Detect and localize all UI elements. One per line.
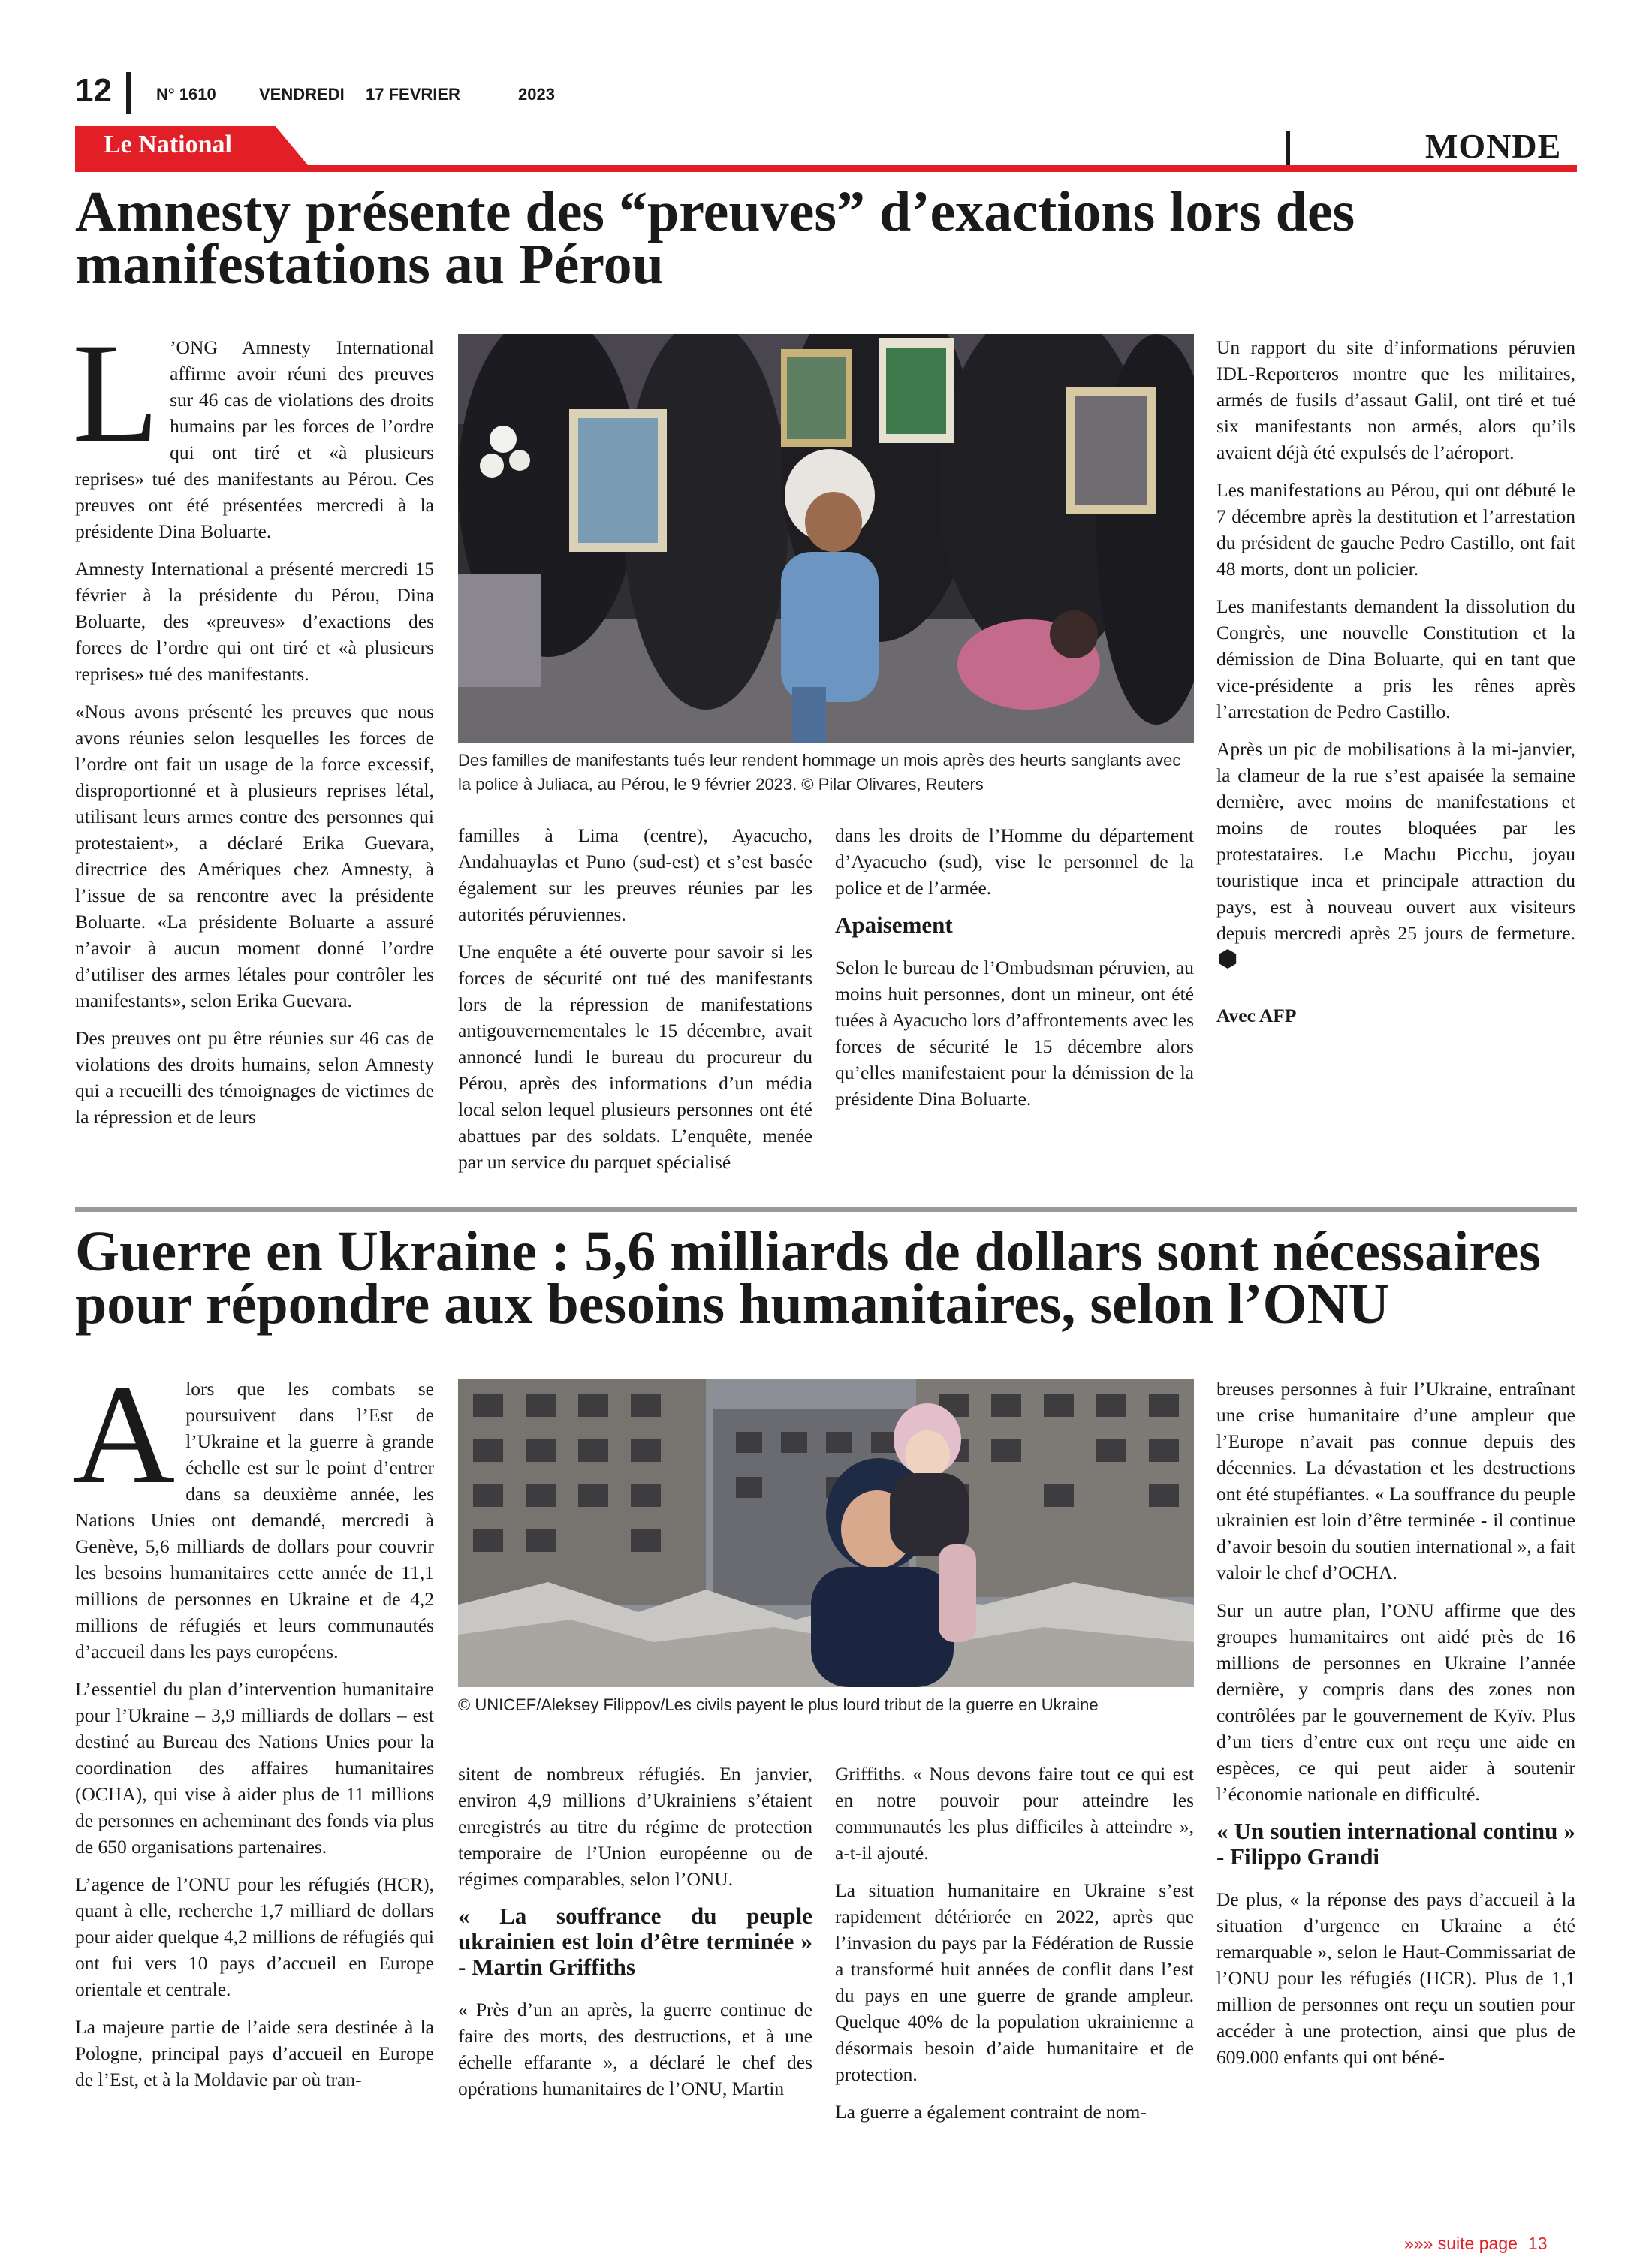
brand-name: Le National: [104, 131, 232, 158]
article2-paragraph: L’agence de l’ONU pour les réfugiés (HCR), quant à elle, recherche 1,7 milliard de dollars pour aider quelque 4,2 millions de réfugiés qui ont fui vers 10 pays d’accueil en Europe orientale et centrale.: [75, 1873, 434, 2000]
article1-paragraph: familles à Lima (centre), Ayacucho, Andahuaylas et Puno (sud-est) et s’est basée également sur les preuves réunies par les autorités péruviennes.: [458, 824, 812, 925]
article2-paragraph: sitent de nombreux réfugiés. En janvier, environ 4,9 millions d’Ukrainiens s’étaient enregistrés au titre du régime de protection temporaire de l’Union européenne ou de régimes comparables, selon l’ONU.: [458, 1763, 812, 1890]
article1-column-3: [835, 822, 1194, 1123]
article1-subhead: Apaisement: [835, 912, 953, 938]
article1-paragraph: Selon le bureau de l’Ombudsman péruvien, au moins huit personnes, dont un mineur, ont été tuées à Ayacucho lors d’affrontements avec les forces de sécurité le 15 décembre alors qu’elles manifestaient pour la démission de la présidente Dina Boluarte.: [835, 957, 1194, 1110]
section-title: MONDE: [1425, 127, 1562, 165]
issue-year: 2023: [518, 85, 555, 104]
article2-paragraph: « Près d’un an après, la guerre continue de faire des morts, des destructions, et à une échelle effarante », a déclaré le chef des opérations humanitaires de l’ONU, Martin: [458, 1999, 812, 2099]
article1-column-1: [72, 315, 434, 1141]
article2-paragraph: La majeure partie de l’aide sera destinée à la Pologne, principal pays d’accueil en Europe de l’Est, et à la Moldavie par où tran-: [75, 2016, 434, 2090]
page-number: 12: [75, 72, 112, 109]
article2-paragraph: breuses personnes à fuir l’Ukraine, entraînant une crise humanitaire d’une ampleur que l’Europe n’avait pas connue depuis des décennies. La dévastation et les destructions ont été stupéfiantes. « La souffrance du peuple ukrainien est loin d’être terminée - il continue d’avoir besoin du soutien international », a fait valoir le chef d’OCHA.: [1216, 1378, 1575, 1584]
article2-subhead-griffiths: « La souffrance du peuple ukrainien est loin d’être terminée » - Martin Griffiths: [458, 1903, 812, 1980]
article2-paragraph: L’essentiel du plan d’intervention humanitaire pour l’Ukraine – 3,9 milliards de dollars – est destiné au Bureau des Nations Unies pour la coordination des affaires humanitaires (OCHA), qui vise à aider plus de 11 millions de personnes en acheminant des fonds via plus de 650 organisations partenaires.: [75, 1678, 434, 1858]
article2-paragraph: De plus, « la réponse des pays d’accueil à la situation d’urgence en Ukraine a été remarquable », selon le Haut-Commissariat de l’ONU pour les réfugiés (HCR). Plus de 1,1 million de personnes ont reçu un soutien pour accéder à une protection, ainsi que plus de 609.000 enfants qui ont béné-: [1216, 1888, 1575, 2068]
article2-dropcap: A: [72, 1356, 176, 1514]
continue-label: »»» suite page: [1404, 2234, 1518, 2253]
article1-photo: [458, 334, 1194, 743]
article2-column-1: [72, 1356, 434, 2104]
article2-headline: Guerre en Ukraine : 5,6 milliards de dollars sont nécessaires pour répondre aux besoins humanitaires, selon l’ONU: [75, 1220, 1541, 1336]
issue-number: N° 1610: [156, 85, 216, 104]
article2-paragraph: La situation humanitaire en Ukraine s’est rapidement détériorée en 2022, après que l’invasion du pays par la Fédération de Russie a transformé huit années de conflit dans l’est du pays en une guerre de grande ampleur. Quelque 40% de la population ukrainienne a désormais besoin d’aide humanitaire et de protection.: [835, 1879, 1194, 2085]
issue-date: 17 FEVRIER: [366, 85, 460, 104]
article1-photo-caption: Des familles de manifestants tués leur rendent hommage un mois après des heurts sanglants avec la police à Juliaca, au Pérou, le 9 février 2023. © Pilar Olivares, Reuters: [458, 751, 1181, 794]
article1-paragraph: [1216, 736, 1575, 972]
article1-paragraph: dans les droits de l’Homme du département d’Ayacucho (sud), vise le personnel de la police et de l’armée.: [835, 824, 1194, 899]
article1-paragraph: Des preuves ont pu être réunies sur 46 cas de violations des droits humains, selon Amnesty qui a recueilli des témoignages de victimes de la répression et de leurs: [75, 1027, 434, 1128]
article2-photo-caption: © UNICEF/Aleksey Filippov/Les civils payent le plus lourd tribut de la guerre en Ukraine: [458, 1695, 1099, 1714]
section-divider: [1286, 131, 1290, 165]
article1-column-2: [458, 822, 812, 1186]
article2-paragraph: Sur un autre plan, l’ONU affirme que des groupes humanitaires ont aidé près de 16 millions de personnes en Ukraine l’année dernière, y compris dans des zones non contrôlées par le gouvernement de Kyïv. Plus d’un tiers d’entre eux ont reçu une aide en espèces, ce qui peut aider à soutenir l’économie nationale en difficulté.: [1216, 1599, 1575, 1805]
article2-photo: [458, 1379, 1194, 1687]
article1-paragraph: Les manifestants demandent la dissolution du Congrès, une nouvelle Constitution et la démission de Dina Boluarte, qui en tant que vice-présidente a pris les rênes après l’arrestation de Pedro Castillo.: [1216, 595, 1575, 722]
article1-lead: ’ONG Amnesty International affirme avoir réuni des preuves sur 46 cas de violations des droits humains par les forces de l’ordre qui ont tiré et «à plusieurs reprises» tué des manifestants au Pérou. Ces preuves ont été présentées mercredi à la présidente Dina Boluarte.: [75, 336, 434, 542]
article1-paragraph: «Nous avons présenté les preuves que nous avons réunies selon lesquelles les forces de l’ordre ont fait un usage de la force excessif, disproportionné et à plusieurs reprises létal, utilisant leurs armes contre des personnes qui protestaient», a déclaré Erika Guevara, directrice des Amériques chez Amnesty, à l’issue de sa rencontre avec la présidente Boluarte. «La présidente Boluarte a assuré n’avoir à aucun moment donné l’ordre d’utiliser des armes létales pour contrôler les manifestants», selon Erika Guevara.: [75, 701, 434, 1011]
article1-column-4: [1216, 334, 1575, 1029]
article2-column-2: [458, 1761, 812, 2113]
article2-subhead-grandi: « Un soutien international continu » - Filippo Grandi: [1216, 1818, 1575, 1870]
article2-lead: lors que les combats se poursuivent dans l’Est de l’Ukraine et la guerre à grande échelle est sur le point d’entrer dans sa deuxième année, les Nations Unies ont demandé, mercredi à Genève, 5,6 milliards de dollars pour couvrir les besoins humanitaires cette année de 11,1 millions de personnes en Ukraine et de 4,2 millions de réfugiés et leurs communautés d’accueil dans les pays européens.: [75, 1378, 434, 1662]
header-rule: [75, 165, 1577, 172]
article1-paragraph: Amnesty International a présenté mercredi 15 février à la présidente du Pérou, Dina Boluarte, des «preuves» d’exactions des forces de l’ordre qui ont tiré et «à plusieurs reprises» tué des manifestants.: [75, 558, 434, 685]
continue-page-number: 13: [1527, 2234, 1548, 2253]
article1-headline: Amnesty présente des “preuves” d’exactions lors des manifestations au Pérou: [75, 180, 1355, 296]
article1-paragraph: Les manifestations au Pérou, qui ont débuté le 7 décembre après la destitution et l’arrestation du président de gauche Pedro Castillo, ont fait 48 morts, dont un policier.: [1216, 479, 1575, 580]
page-number-divider: [126, 72, 131, 114]
article2-paragraph: [72, 1356, 434, 1665]
article2-column-4: [1216, 1376, 1575, 2081]
article1-dropcap: L: [72, 315, 160, 472]
article-separator: [75, 1207, 1577, 1212]
article2-paragraph: Griffiths. « Nous devons faire tout ce qui est en notre pouvoir pour atteindre les communautés les plus difficiles à atteindre », a-t-il ajouté.: [835, 1763, 1194, 1864]
article1-paragraph: Une enquête a été ouverte pour savoir si les forces de sécurité ont tué des manifestants lors de la répression de manifestations antigouvernementales le 15 décembre, avait annoncé lundi le bureau du procureur du Pérou, après des informations d’un média local selon lequel plusieurs personnes ont été abattues par des soldats. L’enquête, menée par un service du parquet spécialisé: [458, 941, 812, 1173]
continued-on-page-link[interactable]: [1404, 2234, 1548, 2254]
article1-closing-text: Après un pic de mobilisations à la mi-janvier, la clameur de la rue s’est apaisée la semaine dernière, avec moins de manifestations et moins de routes bloquées par les protestataires. Le Machu Picchu, joyau touristique inca et principale attraction du pays, est à nouveau ouvert aux visiteurs depuis mercredi après 25 jours de fermeture.: [1216, 738, 1575, 944]
article1-byline: Avec AFP: [1216, 1005, 1297, 1026]
article1-paragraph: [72, 315, 434, 544]
end-of-article-icon: [1218, 949, 1237, 969]
issue-day: VENDREDI: [259, 85, 345, 104]
article1-paragraph: Un rapport du site d’informations péruvien IDL-Reporteros montre que les militaires, armés de fusils d’assaut Galil, ont tiré et tué six manifestants non armés, alors qu’ils avaient déjà été expulsés de l’aéroport.: [1216, 336, 1575, 463]
article2-column-3: [835, 1761, 1194, 2136]
article2-paragraph: La guerre a également contraint de nom-: [835, 2101, 1147, 2123]
